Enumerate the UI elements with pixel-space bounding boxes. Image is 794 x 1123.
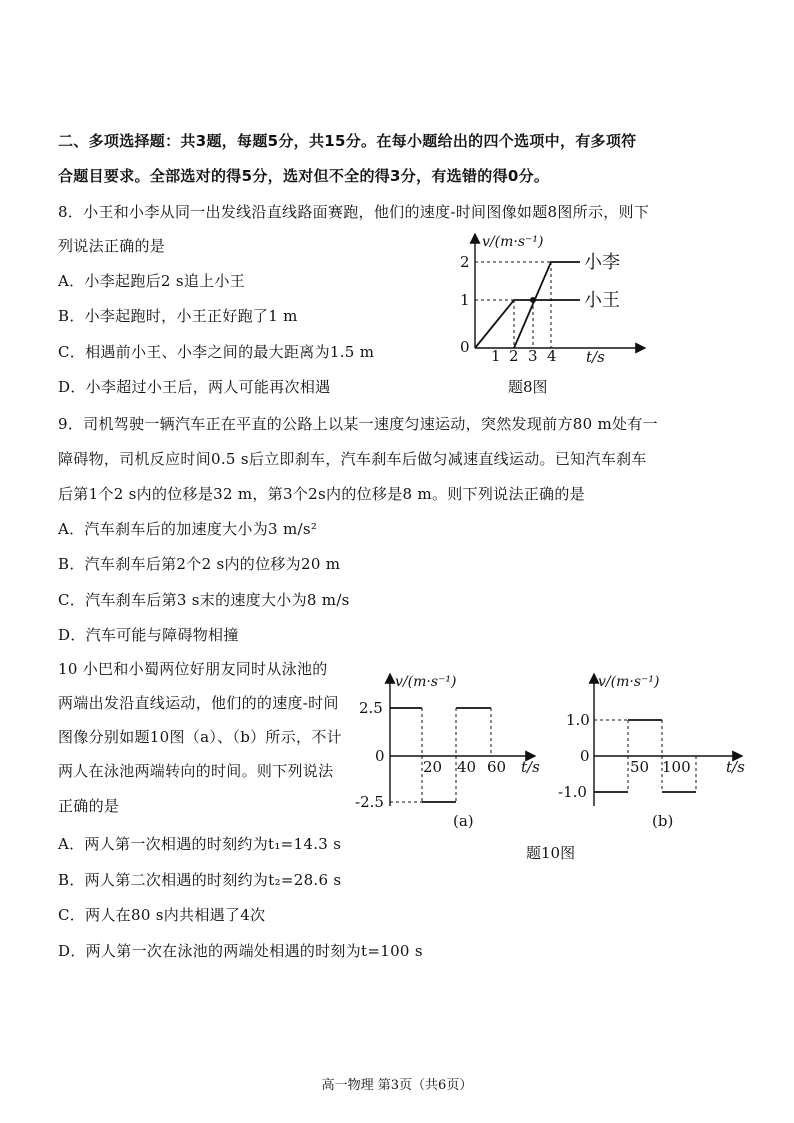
q9-stem-line1: 9．司机驾驶一辆汽车正在平直的公路上以某一速度匀速运动，突然发现前方80 m处有一 [58,415,658,433]
x-tick-20: 20 [423,758,443,776]
q8-option-a: A．小李起跑后2 s追上小王 [58,272,246,290]
q9-option-d: D．汽车可能与障碍物相撞 [58,626,239,644]
y-tick-minus-1.0: -1.0 [558,783,587,801]
q10-option-b: B．两人第二次相遇的时刻约为t₂=28.6 s [58,871,342,889]
q9-option-a: A．汽车刹车后的加速度大小为3 m/s² [58,520,318,538]
x-tick-60: 60 [487,758,507,776]
section-heading-line1: 二、多项选择题：共3题，每题5分，共15分。在每小题给出的四个选项中，有多项符 [58,132,637,150]
x-axis-label: t/s [586,348,605,366]
section-heading-line2: 合题目要求。全部选对的得5分，选对但不全的得3分，有选错的得0分。 [58,167,550,185]
origin-label: 0 [460,338,470,356]
label-li: 小李 [584,252,620,273]
y-tick-0: 0 [375,747,385,765]
x-tick-3: 3 [528,347,538,365]
figure-10b-caption: (b) [652,812,674,830]
q8-stem-line1: 8．小王和小李从同一出发线沿直线路面赛跑，他们的速度-时间图像如题8图所示，则下 [58,203,650,221]
y-tick-minus-2.5: -2.5 [355,793,384,808]
y-axis-label: v/(m·s⁻¹) [482,234,544,250]
page-footer: 高一物理 第3页（共6页） [321,1078,473,1093]
figure-10b-chart [550,668,750,808]
q9-option-c: C．汽车刹车后第3 s末的速度大小为8 m/s [58,591,350,609]
q8-option-d: D．小李超过小王后，两人可能再次相遇 [58,378,331,396]
figure-10a-chart [355,668,545,808]
y-tick-1: 1 [460,291,470,309]
y-tick-1.0: 1.0 [566,711,590,729]
q10-option-c: C．两人在80 s内共相遇了4次 [58,906,266,924]
q10-stem-line3: 图像分别如题10图（a）、（b）所示，不计 [58,728,342,746]
y-tick-2.5: 2.5 [359,699,383,717]
x-tick-4: 4 [547,347,557,365]
x-axis-label: t/s [521,758,540,776]
q10-stem-line1: 10 小巴和小蜀两位好朋友同时从泳池的 [58,660,328,678]
q8-option-c: C．相遇前小王、小李之间的最大距离为1.5 m [58,343,375,361]
y-axis-label: v/(m·s⁻¹) [395,674,457,690]
series-li-line [514,262,580,348]
q10-option-a: A．两人第一次相遇的时刻约为t₁=14.3 s [58,835,342,853]
x-tick-40: 40 [457,758,477,776]
q9-option-b: B．汽车刹车后第2个2 s内的位移为20 m [58,555,341,573]
x-tick-2: 2 [509,347,519,365]
figure-8-caption: 题8图 [508,378,548,396]
y-axis-label: v/(m·s⁻¹) [598,674,660,690]
x-axis-label: t/s [726,758,745,776]
label-wang: 小王 [584,290,620,311]
q10-option-d: D．两人第一次在泳池的两端处相遇的时刻为t=100 s [58,942,423,960]
q10-stem-line2: 两端出发沿直线运动，他们的的速度-时间 [58,694,339,712]
q9-stem-line3: 后第1个2 s内的位移是32 m，第3个2s内的位移是8 m。则下列说法正确的是 [58,485,585,503]
q8-option-b: B．小李起跑时，小王正好跑了1 m [58,307,298,325]
series-wang-line [475,300,580,348]
q8-stem-line2: 列说法正确的是 [58,237,166,255]
q10-stem-line5: 正确的是 [58,797,120,815]
x-tick-1: 1 [491,347,501,365]
figure-10a-caption: (a) [453,812,474,830]
q10-stem-line4: 两人在泳池两端转向的时间。则下列说法 [58,762,334,780]
y-tick-0: 0 [580,747,590,765]
figure-8-chart [450,228,650,368]
x-tick-50: 50 [630,758,650,776]
x-tick-100: 100 [662,758,691,776]
intersection-point [530,297,536,303]
figure-10-caption: 题10图 [526,844,576,862]
y-tick-2: 2 [460,253,470,271]
q9-stem-line2: 障碍物，司机反应时间0.5 s后立即刹车，汽车刹车后做匀减速直线运动。已知汽车刹车 [58,450,647,468]
